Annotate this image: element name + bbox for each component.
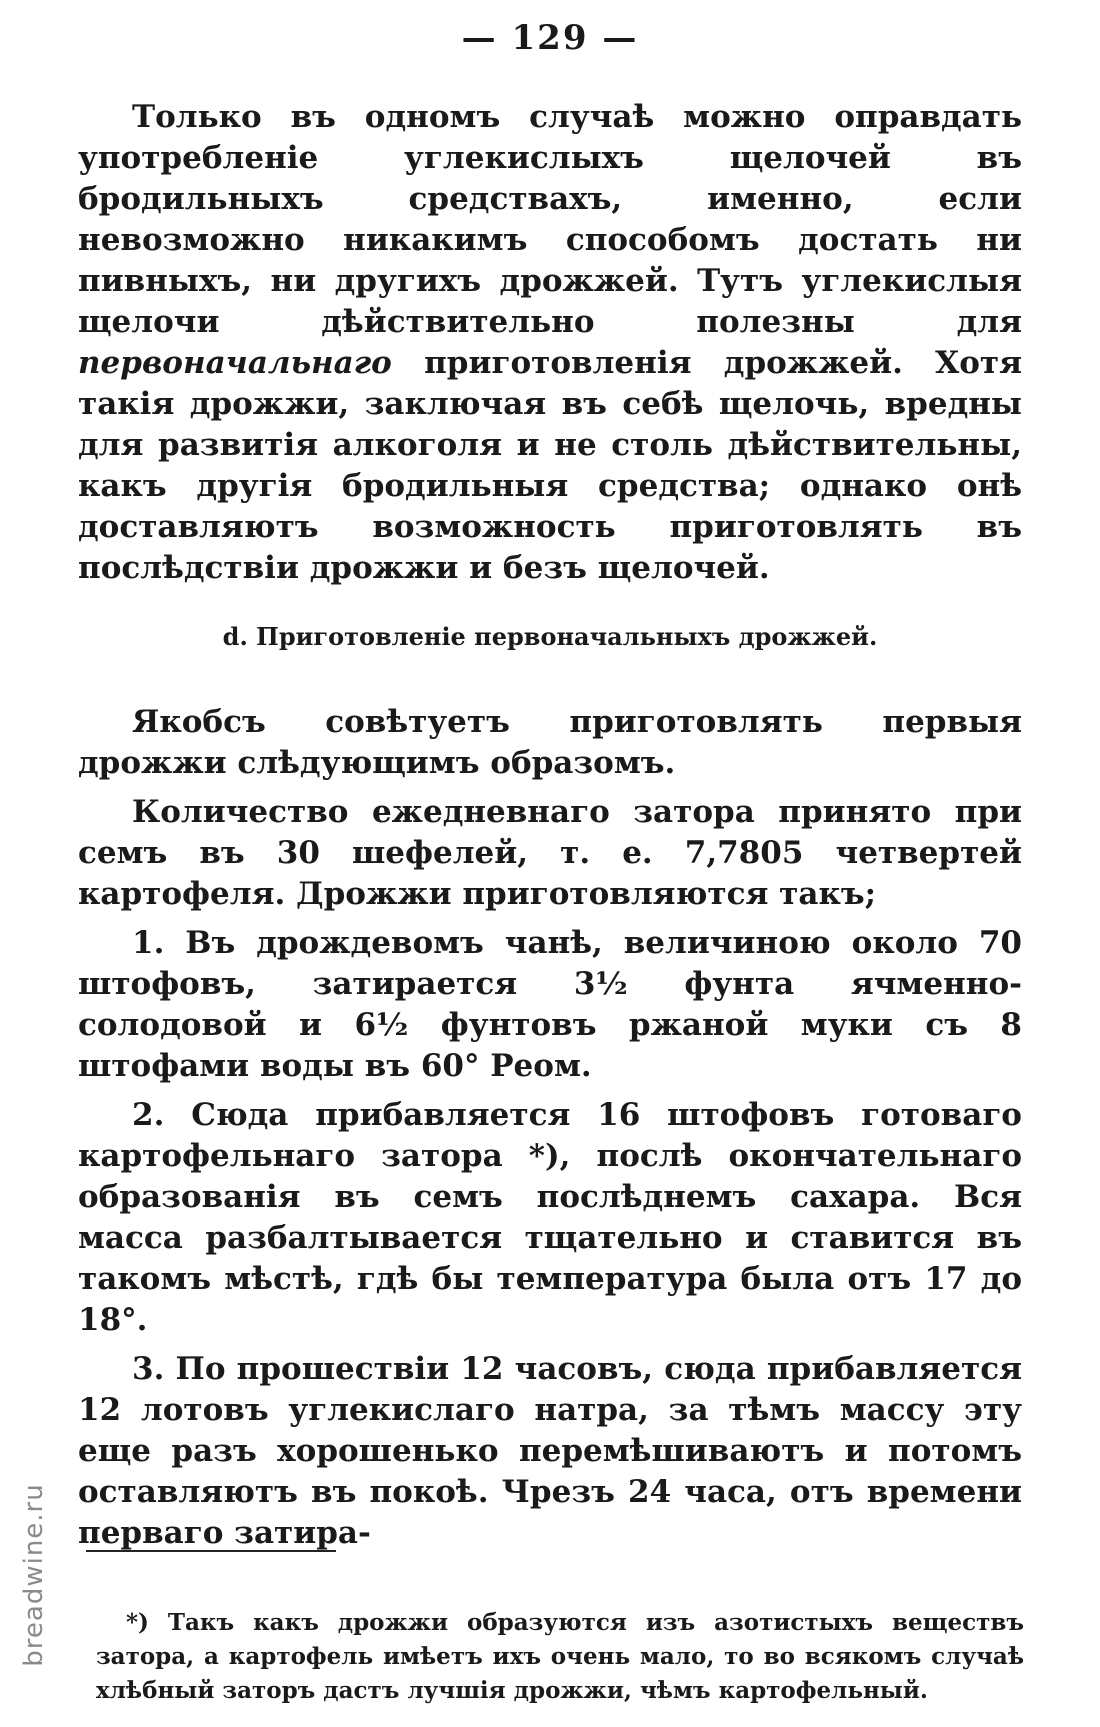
watermark bbox=[14, 1430, 54, 1720]
recipe-section bbox=[78, 702, 1022, 1554]
footnote-divider bbox=[86, 1550, 336, 1552]
section-heading: d. Приготовленіе первоначальныхъ дрожжей. bbox=[222, 622, 878, 651]
paragraph-1-italic: первоначальнаго bbox=[78, 345, 392, 381]
paragraph-step-2: 2. Сюда прибавляется 16 штофовъ готоваго картофельнаго затора *), послѣ окончательнаго образованія въ семъ послѣднемъ сахара. Вся масса разбалтывается тщательно и ставится въ такомъ мѣстѣ, гдѣ бы температура была отъ 17 до 18°. bbox=[78, 1097, 1022, 1338]
paragraph-jacobs-intro: Якобсъ совѣтуетъ приготовлять первыя дрожжи слѣдующимъ образомъ. bbox=[78, 704, 1022, 781]
paragraph-1-text-b: приготовленія дрожжей. Хотя такія дрожжи, заключая въ себѣ щелочь, вредны для развитія алкоголя и не столь дѣйствительны, какъ другія бродильныя средства; однако онѣ доставляютъ возможность приготовлять въ послѣдствіи дрожжи и безъ щелочей. bbox=[78, 345, 1022, 586]
footnote: *) Такъ какъ дрожжи образуются изъ азотистыхъ веществъ затора, а картофель имѣетъ ихъ очень мало, то во всякомъ случаѣ хлѣбный заторъ дастъ лучшія дрожжи, чѣмъ картофельный. bbox=[96, 1609, 1024, 1704]
paragraph-alkali-use bbox=[78, 97, 1022, 589]
watermark-text: breadwine.ru bbox=[19, 1483, 49, 1667]
paragraph-1-text-a: Только въ одномъ случаѣ можно оправдать употребленіе углекислыхъ щелочей въ бродильныхъ средствахъ, именно, если невозможно никакимъ способомъ достать ни пивныхъ, ни другихъ дрожжей. Тутъ углекислыя щелочи дѣйствительно полезны для bbox=[78, 99, 1022, 340]
paragraph-daily-mash: Количество ежедневнаго затора принято при семъ въ 30 шефелей, т. е. 7,7805 четвертей картофеля. Дрожжи приготовляются такъ; bbox=[78, 794, 1022, 912]
paragraph-step-1: 1. Въ дрождевомъ чанѣ, величиною около 70 штофовъ, затирается 3½ фунта ячменно-солодовой и 6½ фунтовъ ржаной муки съ 8 штофами воды въ 60° Реом. bbox=[78, 925, 1022, 1084]
paragraph-step-3: 3. По прошествіи 12 часовъ, сюда прибавляется 12 лотовъ углекислаго натра, за тѣмъ массу эту еще разъ хорошенько перемѣшиваютъ и потомъ оставляютъ въ покоѣ. Чрезъ 24 часа, отъ времени перваго затира- bbox=[78, 1351, 1022, 1551]
page-number: — 129 — bbox=[461, 18, 639, 58]
